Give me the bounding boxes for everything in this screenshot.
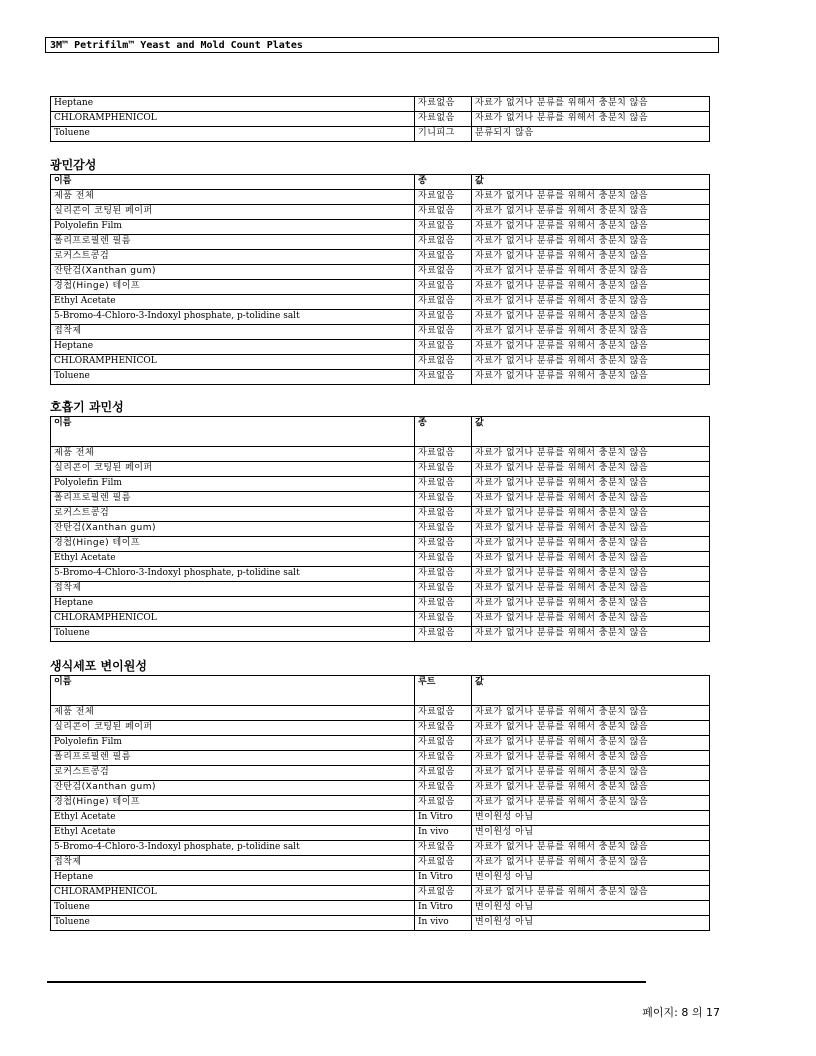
cell-value: 변이원성 아님: [472, 826, 710, 841]
cell-name: CHLORAMPHENICOL: [51, 112, 415, 127]
cell-species: 자료없음: [415, 766, 472, 781]
cell-value: 변이원성 아님: [472, 916, 710, 931]
cell-name: 5-Bromo-4-Chloro-3-Indoxyl phosphate, p-tolidine salt: [51, 567, 415, 582]
cell-value: 자료가 없거나 분류를 위해서 충분치 않음: [472, 612, 710, 627]
table-row: [51, 370, 710, 385]
cell-name: CHLORAMPHENICOL: [51, 886, 415, 901]
table-row: [51, 462, 710, 477]
respiratory-sensitization-table: [50, 416, 710, 642]
column-header-name: 이름: [51, 417, 415, 447]
cell-name: Ethyl Acetate: [51, 295, 415, 310]
cell-species: 자료없음: [415, 612, 472, 627]
cell-value: 자료가 없거나 분류를 위해서 충분치 않음: [472, 781, 710, 796]
table-row: [51, 886, 710, 901]
section-title-photosensitization: 광민감성: [50, 158, 97, 172]
cell-species: 자료없음: [415, 295, 472, 310]
cell-species: 자료없음: [415, 736, 472, 751]
table-row: [51, 250, 710, 265]
cell-value: 자료가 없거나 분류를 위해서 충분치 않음: [472, 310, 710, 325]
table-row: [51, 507, 710, 522]
table-row: [51, 627, 710, 642]
cell-name: 잔탄검(Xanthan gum): [51, 522, 415, 537]
table-row: [51, 871, 710, 886]
photosensitization-table: [50, 174, 710, 385]
cell-name: 경첩(Hinge) 테이프: [51, 537, 415, 552]
table-row: [51, 477, 710, 492]
cell-name: 접착제: [51, 582, 415, 597]
cell-value: 자료가 없거나 분류를 위해서 충분치 않음: [472, 706, 710, 721]
table-row: [51, 522, 710, 537]
cell-name: 실리콘이 코팅된 페이퍼: [51, 462, 415, 477]
table-row: [51, 781, 710, 796]
table-row: [51, 127, 710, 142]
column-header-species: 종: [415, 417, 472, 447]
cell-species: 자료없음: [415, 751, 472, 766]
cell-name: 경첩(Hinge) 테이프: [51, 280, 415, 295]
cell-value: 자료가 없거나 분류를 위해서 충분치 않음: [472, 235, 710, 250]
cell-species: 자료없음: [415, 97, 472, 112]
table-row: [51, 447, 710, 462]
cell-value: 자료가 없거나 분류를 위해서 충분치 않음: [472, 627, 710, 642]
table-row: [51, 751, 710, 766]
cell-species: 자료없음: [415, 627, 472, 642]
cell-species: 자료없음: [415, 781, 472, 796]
cell-value: 자료가 없거나 분류를 위해서 충분치 않음: [472, 325, 710, 340]
cell-name: Polyolefin Film: [51, 736, 415, 751]
table-row: [51, 492, 710, 507]
table-row: [51, 190, 710, 205]
cell-species: 자료없음: [415, 856, 472, 871]
table-row: [51, 552, 710, 567]
table-row: [51, 280, 710, 295]
cell-name: Ethyl Acetate: [51, 552, 415, 567]
cell-species: 자료없음: [415, 796, 472, 811]
cell-name: Heptane: [51, 597, 415, 612]
table-row: [51, 916, 710, 931]
cell-name: 폴리프로필렌 필름: [51, 235, 415, 250]
cell-species: 자료없음: [415, 477, 472, 492]
table-row: [51, 537, 710, 552]
cell-species: 자료없음: [415, 220, 472, 235]
cell-species: 자료없음: [415, 370, 472, 385]
cell-value: 변이원성 아님: [472, 871, 710, 886]
table-row: [51, 355, 710, 370]
cell-value: 자료가 없거나 분류를 위해서 충분치 않음: [472, 522, 710, 537]
table-row: [51, 310, 710, 325]
cell-value: 분류되지 않음: [472, 127, 710, 142]
cell-name: Toluene: [51, 127, 415, 142]
cell-value: 자료가 없거나 분류를 위해서 충분치 않음: [472, 250, 710, 265]
cell-value: 자료가 없거나 분류를 위해서 충분치 않음: [472, 355, 710, 370]
cell-name: Polyolefin Film: [51, 220, 415, 235]
cell-name: Heptane: [51, 871, 415, 886]
column-header-name: 이름: [51, 676, 415, 706]
cell-value: 자료가 없거나 분류를 위해서 충분치 않음: [472, 582, 710, 597]
cell-value: 자료가 없거나 분류를 위해서 충분치 않음: [472, 736, 710, 751]
cell-species: 자료없음: [415, 340, 472, 355]
cell-value: 자료가 없거나 분류를 위해서 충분치 않음: [472, 190, 710, 205]
table-row: [51, 567, 710, 582]
cell-value: 자료가 없거나 분류를 위해서 충분치 않음: [472, 477, 710, 492]
cell-value: 자료가 없거나 분류를 위해서 충분치 않음: [472, 552, 710, 567]
cell-species: In Vitro: [415, 901, 472, 916]
cell-name: CHLORAMPHENICOL: [51, 612, 415, 627]
cell-value: 자료가 없거나 분류를 위해서 충분치 않음: [472, 97, 710, 112]
cell-species: 자료없음: [415, 567, 472, 582]
cell-species: 자료없음: [415, 205, 472, 220]
column-header-value: 값: [472, 417, 710, 447]
column-header-name: 이름: [51, 175, 415, 190]
cell-name: 로커스트콩검: [51, 766, 415, 781]
table-row: [51, 811, 710, 826]
cell-value: 자료가 없거나 분류를 위해서 충분치 않음: [472, 205, 710, 220]
table-row: [51, 706, 710, 721]
cell-species: 자료없음: [415, 507, 472, 522]
table-row: [51, 736, 710, 751]
cell-name: Toluene: [51, 916, 415, 931]
cell-value: 자료가 없거나 분류를 위해서 충분치 않음: [472, 462, 710, 477]
cell-species: In vivo: [415, 916, 472, 931]
cell-value: 자료가 없거나 분류를 위해서 충분치 않음: [472, 492, 710, 507]
table-row: [51, 597, 710, 612]
table-row: [51, 340, 710, 355]
cell-species: In vivo: [415, 826, 472, 841]
table-row: [51, 235, 710, 250]
column-header-species: 종: [415, 175, 472, 190]
cell-name: Ethyl Acetate: [51, 811, 415, 826]
cell-species: 자료없음: [415, 537, 472, 552]
cell-name: 잔탄검(Xanthan gum): [51, 781, 415, 796]
table-row: [51, 826, 710, 841]
cell-name: Ethyl Acetate: [51, 826, 415, 841]
cell-species: 자료없음: [415, 492, 472, 507]
cell-name: CHLORAMPHENICOL: [51, 355, 415, 370]
table-row: [51, 721, 710, 736]
column-header-route: 루트: [415, 676, 472, 706]
cell-species: 자료없음: [415, 447, 472, 462]
table-row: [51, 901, 710, 916]
cell-name: Toluene: [51, 901, 415, 916]
document-header: [45, 37, 719, 53]
cell-species: 자료없음: [415, 522, 472, 537]
table-row: [51, 112, 710, 127]
page-number: 페이지: 8 의 17: [642, 1006, 720, 1019]
cell-species: 자료없음: [415, 841, 472, 856]
cell-name: 실리콘이 코팅된 페이퍼: [51, 721, 415, 736]
cell-name: Heptane: [51, 97, 415, 112]
cell-species: 자료없음: [415, 355, 472, 370]
cell-value: 자료가 없거나 분류를 위해서 충분치 않음: [472, 220, 710, 235]
table-row: [51, 295, 710, 310]
cell-species: 자료없음: [415, 597, 472, 612]
cell-species: In Vitro: [415, 871, 472, 886]
cell-name: 로커스트콩검: [51, 507, 415, 522]
table-row: [51, 582, 710, 597]
product-title: 3M™ Petrifilm™ Yeast and Mold Count Plates: [50, 40, 303, 51]
cell-name: Heptane: [51, 340, 415, 355]
table-row: [51, 796, 710, 811]
table-row: [51, 265, 710, 280]
cell-value: 자료가 없거나 분류를 위해서 충분치 않음: [472, 751, 710, 766]
cell-name: Toluene: [51, 627, 415, 642]
cell-value: 자료가 없거나 분류를 위해서 충분치 않음: [472, 721, 710, 736]
table-row: [51, 856, 710, 871]
cell-species: 자료없음: [415, 250, 472, 265]
column-header-value: 값: [472, 175, 710, 190]
cell-name: 로커스트콩검: [51, 250, 415, 265]
table-row: [51, 220, 710, 235]
cell-name: 폴리프로필렌 필름: [51, 751, 415, 766]
cell-value: 자료가 없거나 분류를 위해서 충분치 않음: [472, 265, 710, 280]
germ-cell-mutagenicity-table: [50, 675, 710, 931]
cell-value: 자료가 없거나 분류를 위해서 충분치 않음: [472, 447, 710, 462]
cell-species: 기니피그: [415, 127, 472, 142]
cell-species: 자료없음: [415, 721, 472, 736]
footer-divider: [47, 981, 646, 983]
cell-name: 잔탄검(Xanthan gum): [51, 265, 415, 280]
cell-species: 자료없음: [415, 280, 472, 295]
cell-name: 5-Bromo-4-Chloro-3-Indoxyl phosphate, p-tolidine salt: [51, 841, 415, 856]
section-title-germ-cell-mutagenicity: 생식세포 변이원성: [50, 659, 147, 673]
cell-value: 변이원성 아님: [472, 901, 710, 916]
cell-species: 자료없음: [415, 235, 472, 250]
cell-name: 접착제: [51, 325, 415, 340]
table-row: [51, 612, 710, 627]
cell-name: 5-Bromo-4-Chloro-3-Indoxyl phosphate, p-tolidine salt: [51, 310, 415, 325]
cell-name: 실리콘이 코팅된 페이퍼: [51, 205, 415, 220]
cell-name: Polyolefin Film: [51, 477, 415, 492]
cell-value: 자료가 없거나 분류를 위해서 충분치 않음: [472, 766, 710, 781]
cell-value: 자료가 없거나 분류를 위해서 충분치 않음: [472, 280, 710, 295]
cell-species: 자료없음: [415, 706, 472, 721]
cell-name: 경첩(Hinge) 테이프: [51, 796, 415, 811]
cell-species: 자료없음: [415, 190, 472, 205]
cell-value: 자료가 없거나 분류를 위해서 충분치 않음: [472, 597, 710, 612]
cell-value: 자료가 없거나 분류를 위해서 충분치 않음: [472, 841, 710, 856]
cell-species: 자료없음: [415, 265, 472, 280]
cell-value: 자료가 없거나 분류를 위해서 충분치 않음: [472, 112, 710, 127]
cell-name: 제품 전체: [51, 190, 415, 205]
table-row: [51, 841, 710, 856]
cell-name: 폴리프로필렌 필름: [51, 492, 415, 507]
cell-value: 자료가 없거나 분류를 위해서 충분치 않음: [472, 507, 710, 522]
cell-name: Toluene: [51, 370, 415, 385]
cell-value: 자료가 없거나 분류를 위해서 충분치 않음: [472, 567, 710, 582]
cell-species: 자료없음: [415, 325, 472, 340]
cell-value: 자료가 없거나 분류를 위해서 충분치 않음: [472, 295, 710, 310]
cell-species: 자료없음: [415, 886, 472, 901]
cell-value: 자료가 없거나 분류를 위해서 충분치 않음: [472, 370, 710, 385]
section-title-respiratory-sensitization: 호흡기 과민성: [50, 400, 124, 414]
table-row: [51, 325, 710, 340]
table-row: [51, 766, 710, 781]
cell-species: 자료없음: [415, 552, 472, 567]
cell-value: 자료가 없거나 분류를 위해서 충분치 않음: [472, 886, 710, 901]
table-row: [51, 97, 710, 112]
table-row: [51, 205, 710, 220]
cell-value: 자료가 없거나 분류를 위해서 충분치 않음: [472, 537, 710, 552]
cell-species: 자료없음: [415, 462, 472, 477]
cell-species: 자료없음: [415, 112, 472, 127]
cell-value: 변이원성 아님: [472, 811, 710, 826]
cell-value: 자료가 없거나 분류를 위해서 충분치 않음: [472, 796, 710, 811]
cell-name: 제품 전체: [51, 447, 415, 462]
cell-name: 제품 전체: [51, 706, 415, 721]
cell-species: 자료없음: [415, 582, 472, 597]
cell-species: In Vitro: [415, 811, 472, 826]
column-header-value: 값: [472, 676, 710, 706]
cell-value: 자료가 없거나 분류를 위해서 충분치 않음: [472, 340, 710, 355]
cell-name: 접착제: [51, 856, 415, 871]
cell-species: 자료없음: [415, 310, 472, 325]
cell-value: 자료가 없거나 분류를 위해서 충분치 않음: [472, 856, 710, 871]
continued-table: [50, 96, 710, 142]
